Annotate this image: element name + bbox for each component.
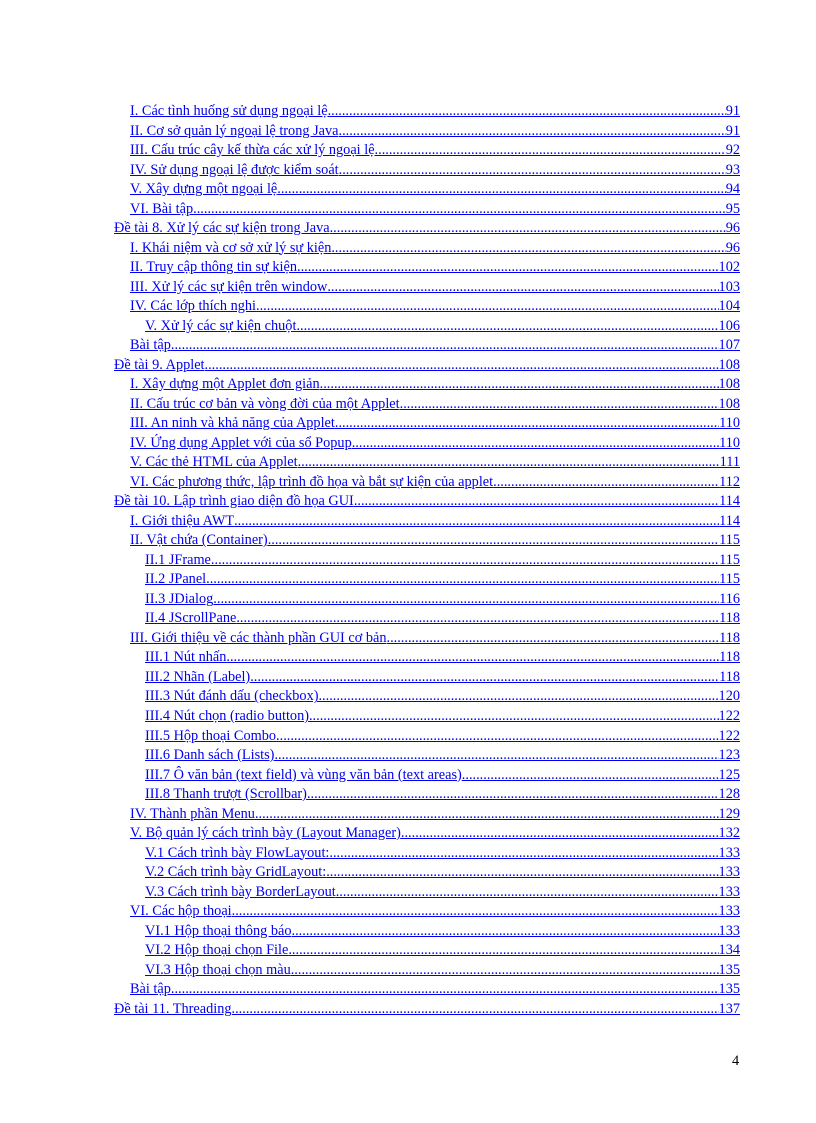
dot-leader bbox=[226, 648, 719, 668]
dot-leader bbox=[276, 727, 719, 747]
dot-leader bbox=[291, 961, 719, 981]
dot-leader bbox=[335, 414, 719, 434]
dot-leader bbox=[268, 531, 719, 551]
toc-entry-title: I. Khái niệm và cơ sở xử lý sự kiện bbox=[130, 239, 332, 256]
dot-leader bbox=[288, 941, 718, 961]
toc-entry[interactable] bbox=[130, 122, 740, 142]
toc-entry-title: III. Xử lý các sự kiện trên window bbox=[130, 278, 328, 295]
dot-leader bbox=[171, 980, 719, 1000]
toc-entry[interactable] bbox=[130, 453, 740, 473]
dot-leader bbox=[331, 239, 725, 259]
toc-entry[interactable] bbox=[145, 746, 740, 766]
toc-entry-page: 122 bbox=[718, 707, 740, 724]
toc-entry-title: II. Cơ sở quản lý ngoại lệ trong Java bbox=[130, 122, 339, 139]
toc-entry-page: 96 bbox=[725, 239, 740, 256]
dot-leader bbox=[327, 278, 718, 298]
table-of-contents bbox=[0, 102, 816, 1019]
toc-entry-page: 95 bbox=[725, 200, 740, 217]
toc-entry-page: 111 bbox=[719, 454, 740, 471]
toc-entry-page: 92 bbox=[725, 142, 740, 159]
toc-entry-title: III.3 Nút đánh dấu (checkbox) bbox=[145, 688, 319, 705]
toc-entry[interactable] bbox=[130, 805, 740, 825]
toc-entry-title: Đề tài 10. Lập trình giao diện đồ họa GUI bbox=[114, 493, 354, 510]
dot-leader bbox=[352, 434, 719, 454]
toc-entry[interactable] bbox=[145, 863, 740, 883]
toc-entry-title: III.4 Nút chọn (radio button) bbox=[145, 707, 309, 724]
toc-entry[interactable] bbox=[130, 434, 740, 454]
toc-entry-page: 104 bbox=[718, 298, 740, 315]
toc-entry-title: Bài tập bbox=[130, 337, 171, 354]
toc-entry[interactable] bbox=[130, 629, 740, 649]
toc-entry-page: 133 bbox=[718, 864, 740, 881]
toc-entry-title: V.2 Cách trình bày GridLayout: bbox=[145, 864, 327, 881]
toc-entry[interactable] bbox=[145, 922, 740, 942]
dot-leader bbox=[232, 902, 719, 922]
toc-entry-title: III.5 Hộp thoại Combo bbox=[145, 727, 277, 744]
toc-entry-page: 102 bbox=[718, 259, 740, 276]
toc-entry-page: 134 bbox=[718, 942, 740, 959]
toc-entry-title: V. Các thẻ HTML của Applet bbox=[130, 454, 298, 471]
dot-leader bbox=[298, 453, 720, 473]
dot-leader bbox=[277, 180, 725, 200]
toc-entry-page: 91 bbox=[725, 122, 740, 139]
toc-entry[interactable] bbox=[130, 239, 740, 259]
dot-leader bbox=[307, 785, 719, 805]
dot-leader bbox=[205, 356, 719, 376]
toc-entry-title: III.8 Thanh trượt (Scrollbar) bbox=[145, 786, 307, 803]
toc-entry-page: 96 bbox=[725, 220, 740, 237]
toc-entry[interactable] bbox=[130, 278, 740, 298]
dot-leader bbox=[339, 161, 726, 181]
toc-entry[interactable] bbox=[145, 785, 740, 805]
toc-entry[interactable] bbox=[145, 766, 740, 786]
toc-entry-page: 108 bbox=[718, 395, 740, 412]
toc-entry-title: III.1 Nút nhấn bbox=[145, 649, 227, 666]
toc-entry-title: III.7 Ô văn bản (text field) và vùng văn bản (text areas) bbox=[145, 766, 462, 783]
dot-leader bbox=[297, 258, 719, 278]
toc-entry-page: 133 bbox=[718, 903, 740, 920]
toc-entry-page: 114 bbox=[719, 493, 740, 510]
toc-entry-page: 118 bbox=[719, 629, 740, 646]
toc-entry-page: 122 bbox=[718, 727, 740, 744]
toc-entry-title: III.6 Danh sách (Lists) bbox=[145, 747, 275, 764]
dot-leader bbox=[296, 317, 718, 337]
toc-entry-page: 106 bbox=[718, 317, 740, 334]
toc-entry-page: 123 bbox=[718, 747, 740, 764]
toc-entry-page: 118 bbox=[719, 610, 740, 627]
toc-entry-page: 115 bbox=[719, 571, 740, 588]
toc-entry-page: 118 bbox=[719, 649, 740, 666]
dot-leader bbox=[339, 122, 726, 142]
dot-leader bbox=[329, 844, 718, 864]
toc-entry[interactable] bbox=[145, 687, 740, 707]
toc-entry[interactable] bbox=[114, 1000, 740, 1020]
toc-entry-page: 133 bbox=[718, 844, 740, 861]
toc-entry-title: IV. Các lớp thích nghi bbox=[130, 298, 257, 315]
toc-entry-title: I. Các tình huống sử dụng ngoại lệ bbox=[130, 103, 328, 119]
dot-leader bbox=[330, 219, 726, 239]
toc-entry-page: 118 bbox=[719, 668, 740, 685]
dot-leader bbox=[400, 395, 719, 415]
dot-leader bbox=[318, 687, 718, 707]
toc-entry-page: 115 bbox=[719, 551, 740, 568]
dot-leader bbox=[171, 336, 719, 356]
toc-entry-page: 108 bbox=[718, 376, 740, 393]
toc-entry-page: 114 bbox=[719, 512, 740, 529]
toc-entry-title: III.2 Nhãn (Label) bbox=[145, 668, 251, 685]
toc-entry-page: 115 bbox=[719, 532, 740, 549]
toc-entry-title: II.3 JDialog bbox=[145, 590, 214, 607]
toc-entry[interactable] bbox=[145, 648, 740, 668]
toc-entry-title: Đề tài 9. Applet bbox=[114, 356, 205, 373]
toc-entry-title: II.2 JPanel bbox=[145, 571, 207, 588]
toc-entry-page: 91 bbox=[725, 103, 740, 119]
dot-leader bbox=[206, 570, 719, 590]
dot-leader bbox=[211, 551, 719, 571]
toc-entry[interactable] bbox=[130, 395, 740, 415]
dot-leader bbox=[320, 375, 719, 395]
toc-entry[interactable] bbox=[130, 375, 740, 395]
dot-leader bbox=[292, 922, 719, 942]
toc-entry-title: V.3 Cách trình bày BorderLayout bbox=[145, 883, 336, 900]
toc-entry-page: 93 bbox=[725, 161, 740, 178]
dot-leader bbox=[375, 141, 726, 161]
toc-entry-page: 133 bbox=[718, 922, 740, 939]
toc-entry-title: V.1 Cách trình bày FlowLayout: bbox=[145, 844, 330, 861]
toc-entry-page: 108 bbox=[718, 356, 740, 373]
dot-leader bbox=[462, 766, 719, 786]
toc-entry-title: I. Xây dựng một Applet đơn giản bbox=[130, 376, 320, 393]
toc-entry[interactable] bbox=[130, 902, 740, 922]
dot-leader bbox=[387, 629, 720, 649]
toc-entry[interactable] bbox=[145, 961, 740, 981]
dot-leader bbox=[274, 746, 718, 766]
toc-entry-title: VI. Các phương thức, lập trình đồ họa và bắt sự kiện của applet bbox=[130, 473, 494, 490]
dot-leader bbox=[213, 590, 719, 610]
toc-entry-title: VI. Bài tập bbox=[130, 200, 194, 217]
toc-entry[interactable] bbox=[130, 824, 740, 844]
toc-entry-title: Đề tài 8. Xử lý các sự kiện trong Java bbox=[114, 220, 330, 237]
toc-entry-title: III. Cấu trúc cây kế thừa các xử lý ngoại lệ bbox=[130, 142, 375, 159]
toc-entry-page: 135 bbox=[718, 961, 740, 978]
toc-entry[interactable] bbox=[145, 570, 740, 590]
toc-entry-page: 107 bbox=[718, 337, 740, 354]
toc-entry[interactable] bbox=[130, 258, 740, 278]
toc-entry[interactable] bbox=[145, 590, 740, 610]
toc-entry[interactable] bbox=[130, 531, 740, 551]
toc-entry-page: 135 bbox=[718, 981, 740, 998]
toc-entry-title: VI.1 Hộp thoại thông báo bbox=[145, 922, 292, 939]
toc-entry-title: V. Xây dựng một ngoại lệ bbox=[130, 181, 278, 198]
toc-entry[interactable] bbox=[145, 883, 740, 903]
toc-entry-title: III. Giới thiệu về các thành phần GUI cơ bản bbox=[130, 629, 387, 646]
toc-entry-title: II. Vật chứa (Container) bbox=[130, 532, 268, 549]
dot-leader bbox=[250, 668, 719, 688]
dot-leader bbox=[354, 492, 719, 512]
toc-entry-page: 129 bbox=[718, 805, 740, 822]
page-number: 4 bbox=[732, 1053, 740, 1069]
toc-entry[interactable] bbox=[114, 219, 740, 239]
toc-entry[interactable] bbox=[145, 668, 740, 688]
toc-entry-title: II.1 JFrame bbox=[145, 551, 211, 568]
toc-entry[interactable] bbox=[130, 102, 740, 122]
toc-entry[interactable] bbox=[145, 317, 740, 337]
toc-entry[interactable] bbox=[130, 200, 740, 220]
toc-entry-title: VI.3 Hộp thoại chọn màu bbox=[145, 961, 291, 978]
dot-leader bbox=[336, 883, 719, 903]
toc-entry-title: II.4 JScrollPane bbox=[145, 610, 237, 627]
dot-leader bbox=[232, 1000, 719, 1020]
toc-entry-title: I. Giới thiệu AWT bbox=[130, 512, 235, 529]
toc-entry[interactable] bbox=[145, 941, 740, 961]
toc-entry[interactable] bbox=[130, 297, 740, 317]
dot-leader bbox=[255, 805, 719, 825]
toc-entry-page: 132 bbox=[718, 825, 740, 842]
toc-entry-page: 112 bbox=[719, 473, 740, 490]
toc-entry-page: 133 bbox=[718, 883, 740, 900]
toc-entry-page: 116 bbox=[719, 590, 740, 607]
dot-leader bbox=[326, 863, 718, 883]
toc-entry-title: IV. Sử dụng ngoại lệ được kiểm soát bbox=[130, 161, 339, 178]
toc-entry-title: V. Xử lý các sự kiện chuột bbox=[145, 317, 297, 334]
toc-entry[interactable] bbox=[130, 980, 740, 1000]
toc-entry[interactable] bbox=[130, 141, 740, 161]
toc-entry-page: 110 bbox=[719, 434, 740, 451]
toc-entry-page: 103 bbox=[718, 278, 740, 295]
toc-entry[interactable] bbox=[130, 161, 740, 181]
toc-entry[interactable] bbox=[130, 414, 740, 434]
toc-entry-title: V. Bộ quản lý cách trình bày (Layout Manager) bbox=[130, 825, 401, 842]
toc-entry-page: 128 bbox=[718, 786, 740, 803]
toc-entry-title: VI. Các hộp thoại bbox=[130, 903, 232, 920]
toc-entry[interactable] bbox=[145, 551, 740, 571]
toc-entry[interactable] bbox=[145, 609, 740, 629]
toc-entry[interactable] bbox=[114, 492, 740, 512]
toc-entry-title: IV. Ứng dụng Applet với của sổ Popup bbox=[130, 434, 352, 451]
toc-entry-title: II. Truy cập thông tin sự kiện bbox=[130, 259, 297, 276]
toc-entry-page: 94 bbox=[725, 181, 740, 198]
toc-entry[interactable] bbox=[130, 512, 740, 532]
toc-entry-page: 120 bbox=[718, 688, 740, 705]
toc-entry[interactable] bbox=[145, 844, 740, 864]
toc-entry-title: IV. Thành phần Menu bbox=[130, 805, 255, 822]
dot-leader bbox=[493, 473, 719, 493]
toc-entry-page: 137 bbox=[718, 1000, 740, 1017]
toc-entry-title: III. An ninh và khả năng của Applet bbox=[130, 415, 335, 432]
toc-entry-title: II. Cấu trúc cơ bản và vòng đời của một Applet bbox=[130, 395, 400, 412]
toc-entry-page: 110 bbox=[719, 415, 740, 432]
dot-leader bbox=[328, 102, 726, 122]
toc-entry[interactable] bbox=[145, 727, 740, 747]
toc-entry[interactable] bbox=[114, 356, 740, 376]
toc-entry[interactable] bbox=[130, 473, 740, 493]
toc-entry[interactable] bbox=[130, 180, 740, 200]
toc-entry-page: 125 bbox=[718, 766, 740, 783]
toc-entry[interactable] bbox=[130, 336, 740, 356]
dot-leader bbox=[193, 200, 726, 220]
dot-leader bbox=[234, 512, 719, 532]
dot-leader bbox=[236, 609, 719, 629]
toc-entry-title: Đề tài 11. Threading bbox=[114, 1000, 232, 1017]
dot-leader bbox=[256, 297, 719, 317]
toc-entry[interactable] bbox=[145, 707, 740, 727]
dot-leader bbox=[401, 824, 719, 844]
toc-entry-title: VI.2 Hộp thoại chọn File bbox=[145, 942, 289, 959]
toc-entry-title: Bài tập bbox=[130, 981, 171, 998]
dot-leader bbox=[309, 707, 719, 727]
